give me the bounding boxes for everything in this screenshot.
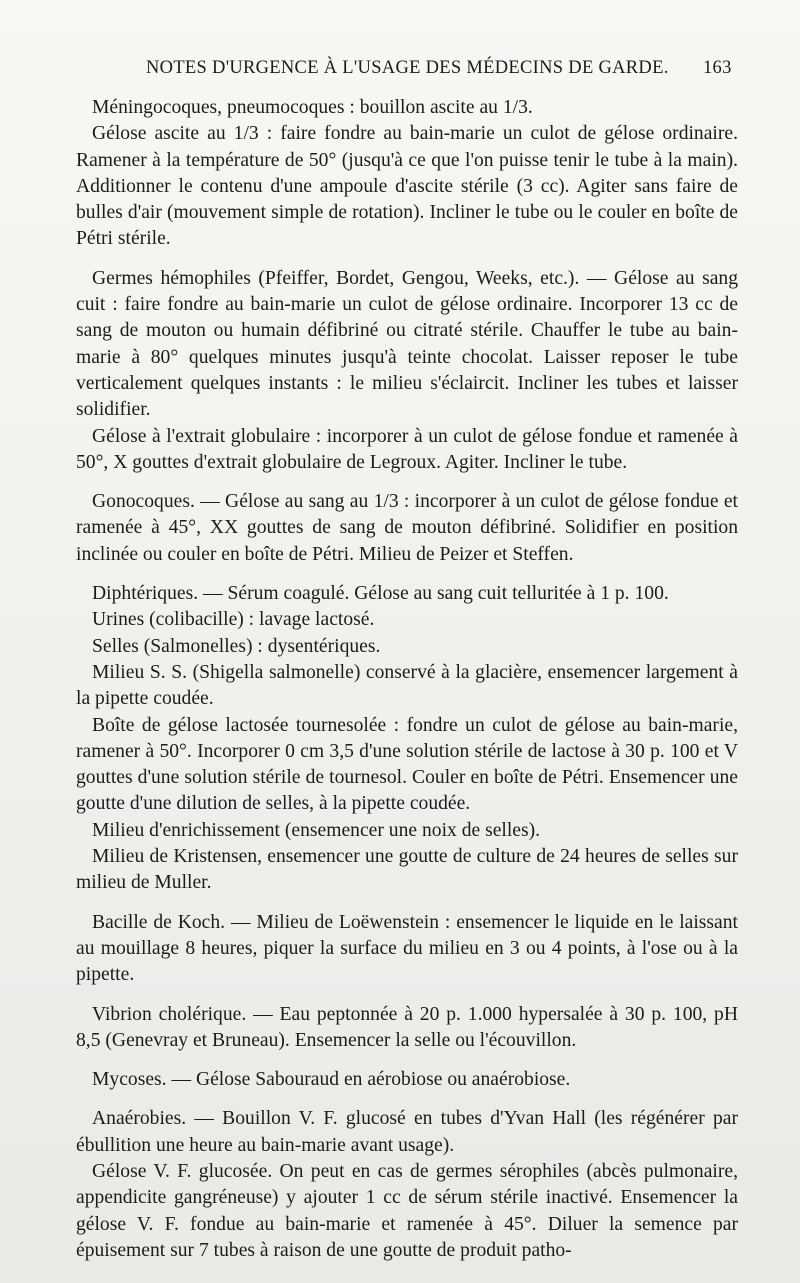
paragraph-enrichissement: Milieu d'enrichissement (ensemencer une noix de selles).	[92, 819, 541, 841]
paragraph-meningocoques: Méningocoques, pneumocoques : bouillon ascite au 1/3.	[92, 97, 533, 118]
page-number: 163	[703, 58, 732, 78]
page-body	[76, 95, 738, 1264]
paragraph-extrait-globulaire: Gélose à l'extrait globulaire : incorporer à un culot de gélose fondue et ramenée à 50°, X gouttes d'extrait globulaire de Legroux. Agiter. Incliner le tube.	[76, 425, 738, 473]
paragraph-mycoses: Mycoses. — Gélose Sabouraud en aérobiose ou anaérobiose.	[92, 1069, 571, 1091]
paragraph-gelose-lactosee: Boîte de gélose lactosée tournesolée : fondre un culot de gélose au bain-marie, ramener à 50°. Incorporer 0 cm 3,5 d'une solution stérile de lactose à 30 p. 100 et V gouttes d'une solution stérile de tournesol. Couler en boîte de Pétri. Ensemencer une goutte d'une dilution de selles, à la pipette coudée.	[76, 714, 738, 815]
paragraph-selles: Selles (Salmonelles) : dysentériques.	[92, 635, 381, 657]
paragraph-gonocoques: Gonocoques. — Gélose au sang au 1/3 : incorporer à un culot de gélose fondue et ramenée à 45°, XX gouttes de sang de mouton défibriné. Solidifier en position inclinée ou couler en boîte de Pétri. Milieu de Peizer et Steffen.	[76, 491, 738, 565]
running-title: NOTES D'URGENCE À L'USAGE DES MÉDECINS DE GARDE.	[146, 58, 669, 78]
paragraph-bacille-koch: Bacille de Koch. — Milieu de Loëwenstein : ensemencer le liquide en le laissant au mouillage 8 heures, piquer la surface du milieu en 3 ou 4 points, à l'ose ou à la pipette.	[76, 911, 738, 986]
paragraph-anaerobies: Anaérobies. — Bouillon V. F. glucosé en tubes d'Yvan Hall (les régénérer par ébullition une heure au bain-marie avant usage).	[76, 1108, 738, 1156]
paragraph-kristensen: Milieu de Kristensen, ensemencer une goutte de culture de 24 heures de selles sur milieu de Muller.	[76, 846, 738, 894]
paragraph-milieu-ss: Milieu S. S. (Shigella salmonelle) conservé à la glacière, ensemencer largement à la pipette coudée.	[76, 661, 738, 710]
paragraph-germes-hemophiles: Germes hémophiles (Pfeiffer, Bordet, Gengou, Weeks, etc.). — Gélose au sang cuit : faire fondre au bain-marie un culot de gélose ordinaire. Incorporer 13 cc de sang de mouton ou humain défibriné ou citraté stérile. Chauffer le tube au bain-marie à 80° quelques minutes jusqu'à teinte chocolat. Laisser reposer le tube verticalement quelques instants : le milieu s'éclaircit. Incliner les tubes et laisser solidifier.	[76, 267, 738, 421]
paragraph-vibrion-cholerique: Vibrion cholérique. — Eau peptonnée à 20 p. 1.000 hypersalée à 30 p. 100, pH 8,5 (Genevray et Bruneau). Ensemencer la selle ou l'écouvillon.	[76, 1003, 738, 1051]
paragraph-urines: Urines (colibacille) : lavage lactosé.	[92, 609, 375, 631]
paragraph-diphteriques: Diphtériques. — Sérum coagulé. Gélose au sang cuit telluritée à 1 p. 100.	[92, 583, 669, 605]
paragraph-gelose-vf: Gélose V. F. glucosée. On peut en cas de germes sérophiles (abcès pulmonaire, appendicite gangréneuse) y ajouter 1 cc de sérum stérile inactivé. Ensemencer la gélose V. F. fondue au bain-marie et ramenée à 45°. Diluer la semence par épuisement sur 7 tubes à raison de une goutte de produit patho-	[76, 1160, 738, 1261]
paragraph-gelose-ascite: Gélose ascite au 1/3 : faire fondre au bain-marie un culot de gélose ordinaire. Ramener à la température de 50° (jusqu'à ce que l'on puisse tenir le tube à la main). Additionner le contenu d'une ampoule d'ascite stérile (3 cc). Agiter sans faire de bulles d'air (mouvement simple de rotation). Incliner le tube ou le couler en boîte de Pétri stérile.	[76, 123, 738, 250]
